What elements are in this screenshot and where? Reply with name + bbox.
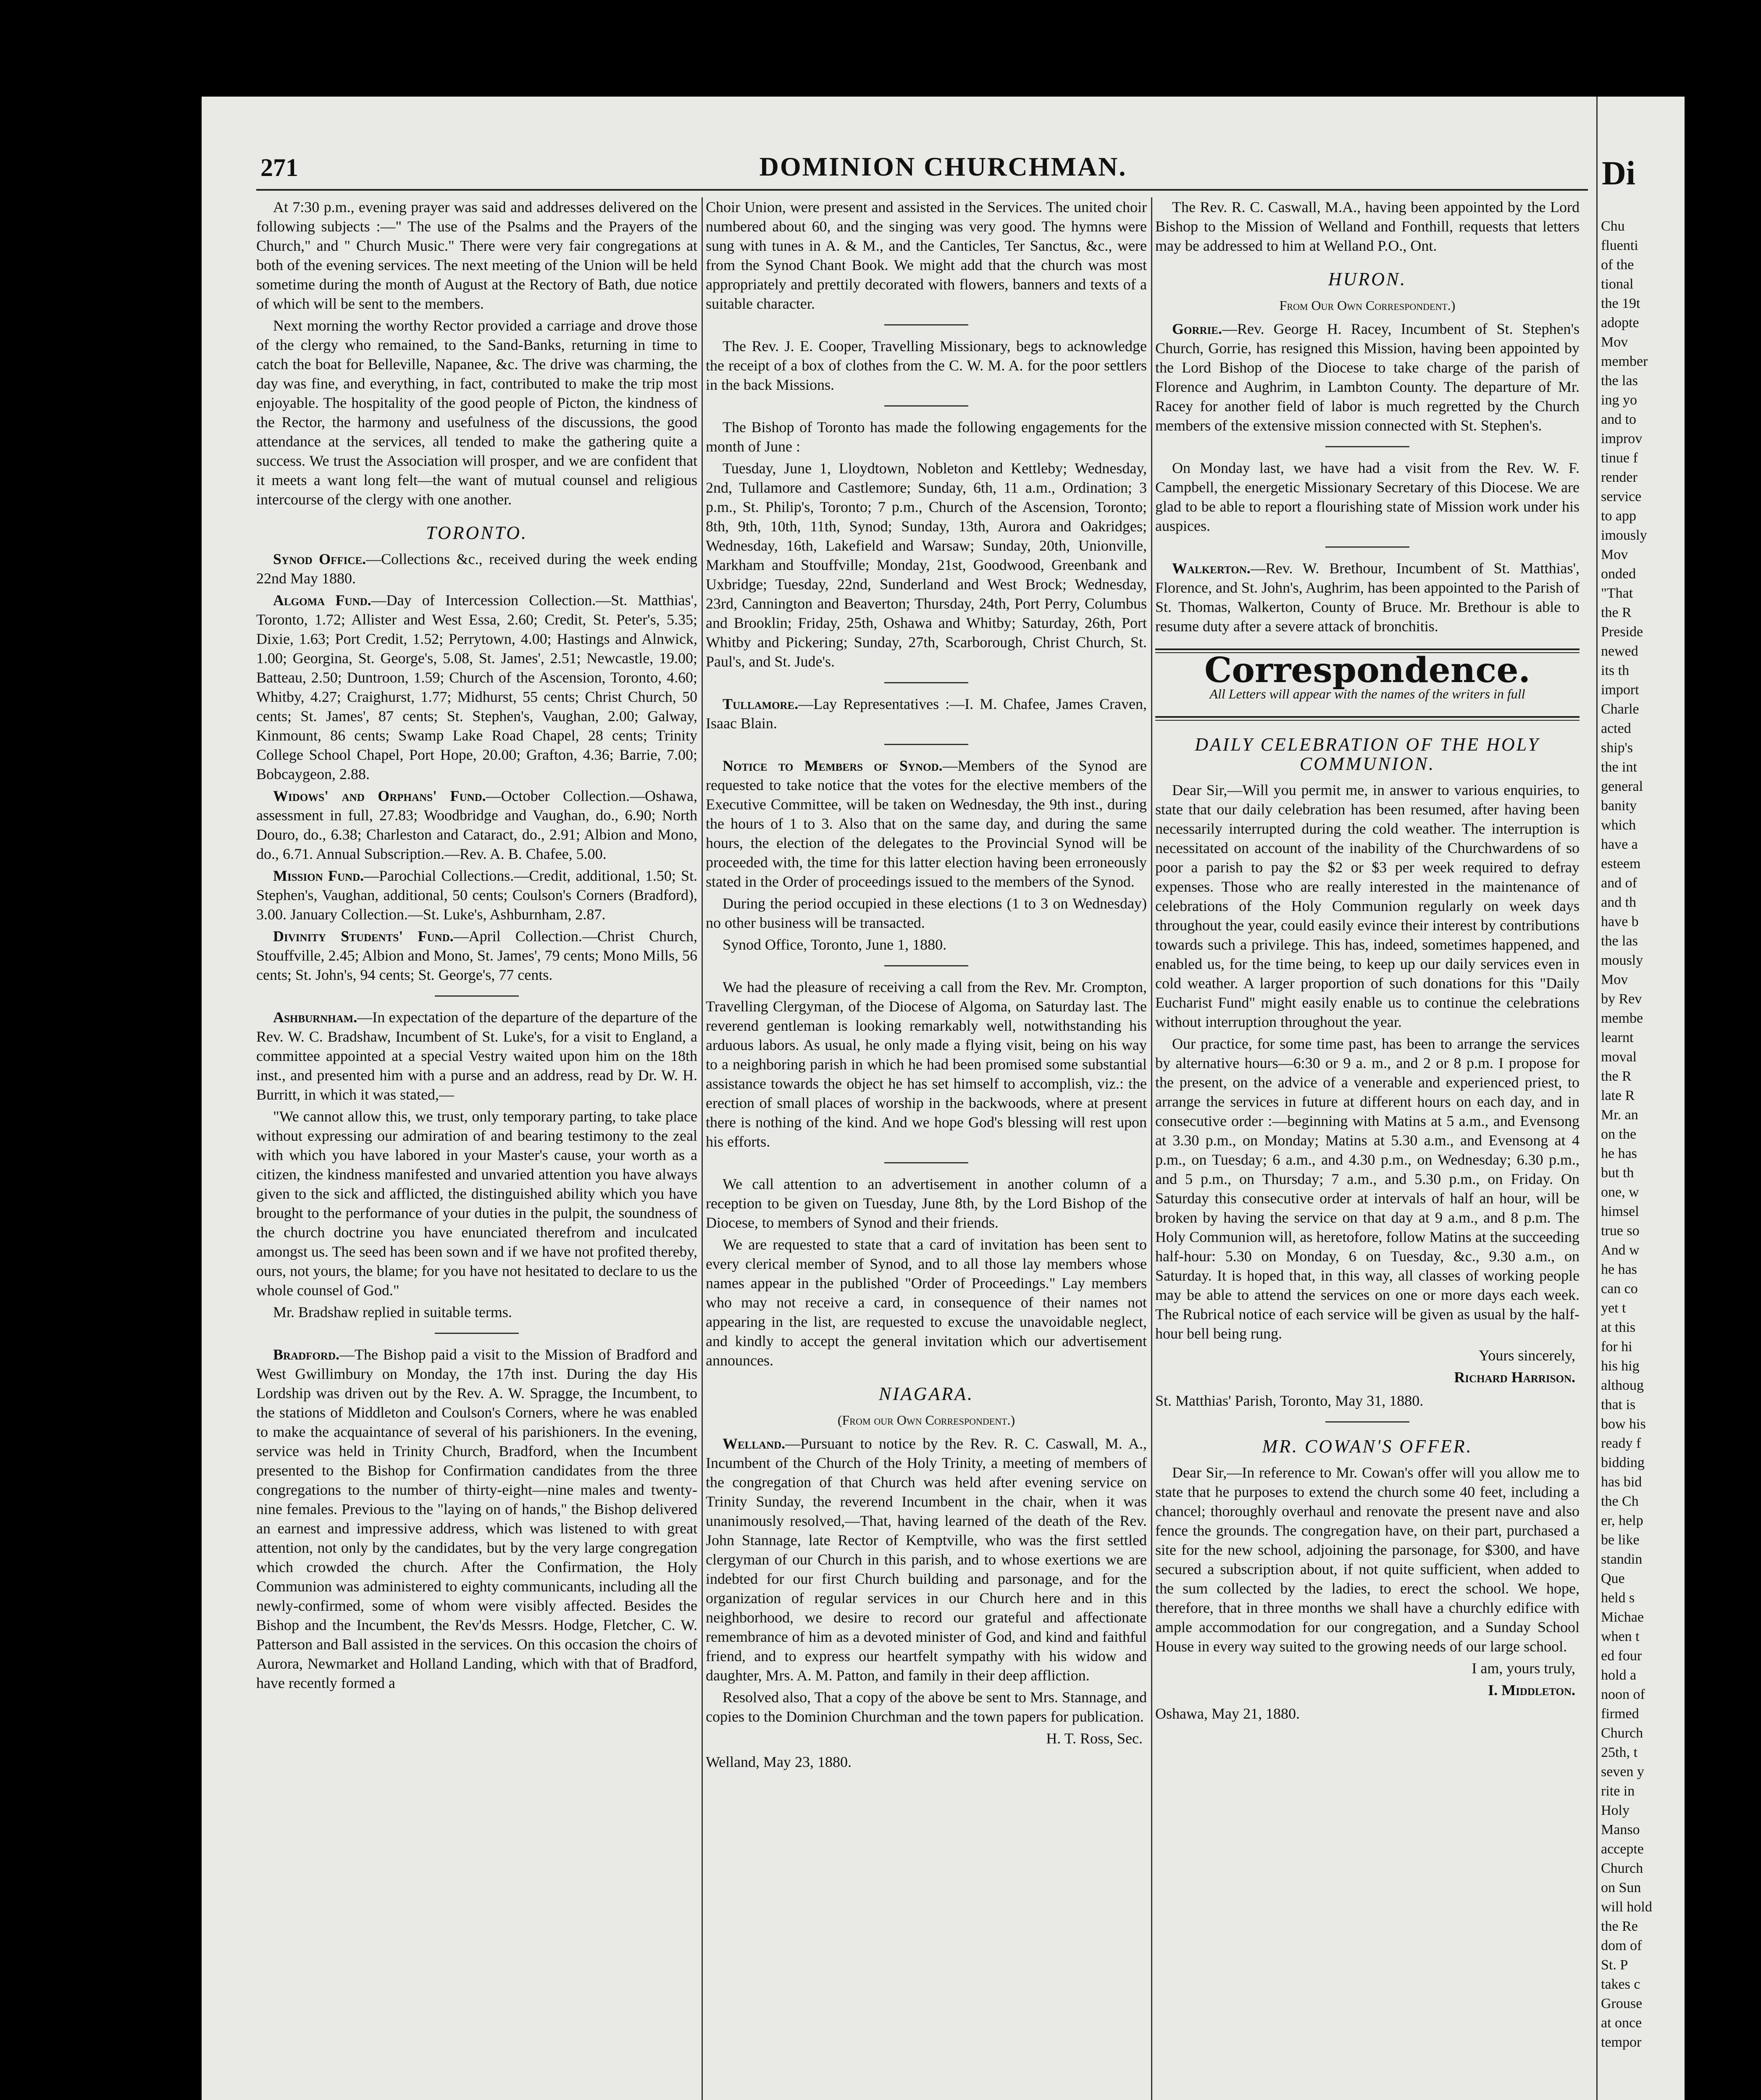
adjacent-text-fragment: takes c [1601, 1977, 1640, 1992]
adjacent-text-fragment: ready f [1601, 1436, 1641, 1451]
walkerton-item: Walkerton.—Rev. W. Brethour, Incumbent of St. Matthias', Florence, and St. John's, Aughrim, has been appointed to the Parish of St. Thomas, Walkerton, County of Bruce. Mr. Brethour is able to resume duty after a severe attack of bronchitis. [1155, 560, 1580, 635]
bishop-intro: The Bishop of Toronto has made the following engagements for the month of June : [706, 419, 1147, 455]
divinity-fund-item: Divinity Students' Fund.—April Collection.—Christ Church, Stouffville, 2.45; Albion and Mono, St. James', 79 cents; Mono Mills, 56 cents; St. John's, 94 cents; St. George's, 77 cents. [256, 928, 697, 983]
adjacent-text-fragment: esteem [1601, 856, 1641, 872]
letter-paragraph: Dear Sir,—Will you permit me, in answer to various enquiries, to state that our daily celebration has been resumed, after having been necessarily interrupted during the cold weather. The interruption is necessitated on account of the inability of the Churchwardens of so poor a parish to pay the $2 or $3 per week required to defray expenses. Those who are really interested in the maintenance of celebrations of the Holy Communion regularly on week days throughout the year, could easily evince their interest by contributions towards such a privilege. This has, indeed, sometimes happened, and enabled us, for the time being, to keep up our daily services even in cold weather. A larger proportion of such donations for this "Daily Eucharist Fund" might easily enable us to continue the celebrations without interruption throughout the year. [1155, 782, 1580, 1030]
article-paragraph: At 7:30 p.m., evening prayer was said and addresses delivered on the following subjects :—" The use of the Psalms and the Prayers of the Church," and " Church Music." There were very fair congregations at both of the evening services. The next meeting of the Union will be held sometime during the month of August at the Rectory of Bath, due notice of which will be sent to the members. [256, 199, 697, 312]
adjacent-text-fragment: its th [1601, 663, 1630, 678]
adjacent-text-fragment: Charle [1601, 701, 1639, 717]
adjacent-text-fragment: Michae [1601, 1609, 1644, 1625]
adjacent-text-fragment: ed four [1601, 1648, 1642, 1664]
letter-closing: Yours sincerely, [1479, 1347, 1575, 1364]
section-heading-huron: HURON. [1328, 269, 1407, 289]
adjacent-text-fragment: onded [1601, 566, 1636, 582]
adjacent-text-fragment: member [1601, 354, 1648, 369]
adjacent-text-fragment: tinue f [1601, 450, 1638, 466]
mission-fund-item: Mission Fund.—Parochial Collections.—Credit, additional, 1.50; St. Stephen's, Vaughan, additional, 50 cents; Coulson's Corners (Bradford), 3.00. January Collection.—St. Luke's, Ashburnham, 2.87. [256, 867, 697, 923]
adjacent-text-fragment: Church [1601, 1725, 1643, 1741]
adjacent-text-fragment: that is [1601, 1397, 1636, 1412]
adjacent-text-fragment: Grouse [1601, 1996, 1643, 2011]
section-heading-niagara: NIAGARA. [878, 1383, 974, 1404]
synod-notice-period: During the period occupied in these elections (1 to 3 on Wednesday) no other business will be transacted. [706, 895, 1147, 931]
adjacent-text-fragment: mously [1601, 953, 1643, 968]
adjacent-text-fragment: rite in [1601, 1783, 1635, 1799]
adjacent-text-fragment: held s [1601, 1590, 1635, 1606]
adjacent-text-fragment: hold a [1601, 1667, 1637, 1683]
adjacent-text-fragment: when t [1601, 1629, 1640, 1644]
adjacent-text-fragment: Manso [1601, 1822, 1640, 1838]
gorrie-item: Gorrie.—Rev. George H. Racey, Incumbent of St. Stephen's Church, Gorrie, has resigned this Mission, having been appointed by the Lord Bishop of the Diocese to take charge of the parish of Florence and Aughrim, in Lambton County. The departure of Mr. Racey for another field of labor is much regretted by the Church members of the extensive mission connected with St. Stephen's. [1155, 320, 1580, 434]
advert-item: We call attention to an advertisement in another column of a reception to be given on Tuesday, June 8th, by the Lord Bishop of the Diocese, to members of Synod and their friends. [706, 1176, 1147, 1231]
signer: H. T. Ross, Sec. [1046, 1730, 1143, 1747]
adjacent-text-fragment: althoug [1601, 1378, 1644, 1393]
adjacent-text-fragment: Mr. an [1601, 1107, 1638, 1123]
adjacent-text-fragment: learnt [1601, 1030, 1634, 1045]
page-number: 271 [260, 154, 298, 181]
address-quote: "We cannot allow this, we trust, only temporary parting, to take place without expressing our admiration of and bearing testimony to the zeal with which you have labored in your Master's cause, your worth as a citizen, the kindness manifested and unvaried attention you have always given to the sick and afflicted, the distinguished ability which you have brought to the performance of your duties in the pulpit, the soundness of the church doctrine you have enunciated therefrom and inculcated amongst us. The seed has been sown and if we have not profited thereby, ours, not yours, the blame; for you have not hesitated to declare to us the whole counsel of God." [256, 1108, 697, 1299]
newspaper-page [202, 97, 1685, 2100]
adjacent-text-fragment: he has [1601, 1146, 1637, 1161]
adjacent-text-fragment: fluenti [1601, 238, 1638, 253]
caswall-item: The Rev. R. C. Caswall, M.A., having been appointed by the Lord Bishop to the Mission of Welland and Fonthill, requests that letters may be addressed to him at Welland P.O., Ont. [1155, 199, 1580, 254]
adjacent-text-fragment: St. P [1601, 1957, 1628, 1973]
correspondence-heading: Correspondence. [1204, 650, 1531, 690]
adjacent-text-fragment: newed [1601, 643, 1638, 659]
adjacent-text-fragment: improv [1601, 431, 1643, 446]
adjacent-text-fragment: be like [1601, 1532, 1640, 1548]
letter-signer: Richard Harrison. [1454, 1369, 1575, 1386]
resolved-item: Resolved also, That a copy of the above be sent to Mrs. Stannage, and copies to the Dominion Churchman and the town papers for publication. [706, 1689, 1147, 1725]
masthead-rule [256, 189, 1588, 191]
adjacent-text-fragment: the int [1601, 759, 1637, 775]
adjacent-text-fragment: the las [1601, 373, 1638, 388]
column-3 [1155, 197, 1580, 2100]
adjacent-text-fragment: ing yo [1601, 392, 1637, 408]
divider [884, 1162, 968, 1163]
adjacent-text-fragment: on Sun [1601, 1880, 1641, 1895]
divider [884, 324, 968, 326]
divider [884, 682, 968, 683]
adjacent-text-fragment: which [1601, 817, 1636, 833]
adjacent-text-fragment: Chu [1601, 218, 1625, 234]
bishop-engagements: Tuesday, June 1, Lloydtown, Nobleton and Kettleby; Wednesday, 2nd, Tullamore and Castlemore; Sunday, 6th, 11 a.m., Ordination; 3 p.m., St. Philip's, Toronto; 7 p.m., Church of the Ascension, Toronto; 8th, 9th, 10th, 11th, Synod; Sunday, 13th, Aurora and Oakridges; Wednesday, 16th, Lakefield and Warsaw; Sunday, 20th, Unionville, Markham and Stouffville; Monday, 21st, Goodwood, Greenbank and Uxbridge; Tuesday, 22nd, Sunderland and West Brock; Wednesday, 23rd, Cannington and Beaverton; Thursday, 24th, Port Perry, Columbus and Brooklin; Friday, 25th, Oshawa and Whitby; Saturday, 26th, Port Whitby and Pickering; Sunday, 27th, Scarborough, Christ Church, St. Paul's, and St. Jude's. [706, 460, 1147, 670]
adjacent-text-fragment: will hold [1601, 1899, 1652, 1915]
divider [1325, 1421, 1409, 1423]
columns [256, 197, 1580, 2100]
adjacent-text-fragment: dom of [1601, 1938, 1642, 1953]
adjacent-text-fragment: acted [1601, 721, 1631, 736]
column-rule [702, 197, 703, 2100]
synod-notice: Notice to Members of Synod.—Members of the Synod are requested to take notice that the votes for the elective members of the Executive Committee, will be taken on Wednesday, the 9th inst., during the hours of 1 to 3. Also that on the same day, and during the same hours, the election of the delegates to the Provincial Synod will be proceeded with, the time for this latter election having been erroneously stated in the Order of proceedings issued to the members of the Synod. [706, 757, 1147, 890]
adjacent-text-fragment: at this [1601, 1320, 1636, 1335]
letter-paragraph: Our practice, for some time past, has been to arrange the services by alternative hours—6:30 or 9 a. m., and 2 or 8 p.m. I propose for the present, on the advice of a venerable and experienced priest, to arrange the services in future at different hours on each day, and in consecutive order :—beginning with Matins at 5 a.m., and Evensong at 3.30 p.m., on Monday; Matins at 5.30 a.m., and Evensong at 4 p.m., on Tuesday; 6 a.m., and 4.30 p.m., on Wednesday; 6.30 p.m., and 5 p.m., on Thursday; 7 a.m., and 5.30 p.m., on Friday. On Saturday this consecutive order at intervals of half an hour, will be broken by having the service on that day at 9 a.m., and 8 p.m. The Holy Communion will, as heretofore, follow Matins at the succeeding half-hour: 5.30 on Monday, 6 on Tuesday, &c., 9.30 a.m., on Saturday. It is hoped that, in this way, all classes of working people may be able to attend the services on one or more days each week. The Rubrical notice of each service will be given as usual by the half-hour bell being rung. [1155, 1035, 1580, 1342]
adjacent-text-fragment: for hi [1601, 1339, 1632, 1354]
adjacent-text-fragment: the 19t [1601, 296, 1640, 311]
adjacent-text-fragment: tempor [1601, 2034, 1642, 2050]
adjacent-text-fragment: Mov [1601, 334, 1628, 350]
adjacent-text-fragment: the las [1601, 933, 1638, 949]
column-1 [256, 197, 697, 2100]
adjacent-text-fragment: accepte [1601, 1841, 1644, 1857]
adjacent-text-fragment: the Ch [1601, 1494, 1639, 1509]
adjacent-text-fragment: And w [1601, 1242, 1640, 1258]
adjacent-text-fragment: late R [1601, 1088, 1635, 1103]
letter-dateline: Oshawa, May 21, 1880. [1155, 1705, 1300, 1722]
letter-signer: I. Middleton. [1488, 1682, 1575, 1698]
adjacent-text-fragments [1598, 217, 1685, 2052]
article-paragraph: Next morning the worthy Rector provided a carriage and drove those of the clergy who remained, to the Sand-Banks, returning in time to catch the boat for Belleville, Napanee, &c. The drive was charming, the day was fine, and everything, in fact, contributed to make the trip most enjoyable. The hospitality of the good people of Picton, the kindness of the Rector, the harmony and usefulness of the discussions, the good attendance at the services, all tended to make the gathering quite a success. We trust the Association will prosper, and we are confident that it meets a want long felt—the want of mutual counsel and religious intercourse of the clergy with one another. [256, 317, 697, 508]
adjacent-text-fragment: membe [1601, 1011, 1643, 1026]
adjacent-text-fragment: "That [1601, 585, 1633, 601]
adjacent-text-fragment: 25th, t [1601, 1745, 1637, 1760]
synod-office-item: Synod Office.—Collections &c., received during the week ending 22nd May 1880. [256, 551, 697, 587]
adjacent-text-fragment: have a [1601, 837, 1638, 852]
adjacent-text-fragment: firmed [1601, 1706, 1639, 1722]
letter-dateline: St. Matthias' Parish, Toronto, May 31, 1880. [1155, 1392, 1424, 1409]
algoma-fund-item: Algoma Fund.—Day of Intercession Collection.—St. Matthias', Toronto, 1.72; Allister and West Essa, 2.60; Credit, St. Peter's, 5.35; Dixie, 1.63; Port Credit, 1.52; Perrytown, 4.00; Hastings and Alnwick, 1.00; Georgina, St. George's, 5.08, St. James', 2.51; Newcastle, 19.00; Batteau, 2.50; Duntroon, 1.59; Church of the Ascension, Toronto, 4.60; Whitby, 4.27; Craighurst, 1.77; Midhurst, 55 cents; Christ Church, 50 cents; St. James', 87 cents; St. Stephen's, Vaughan, 2.00; Galway, Kinmount, 86 cents; Swamp Lake Road Chapel, 28 cents; Trinity College School Chapel, Port Hope, 20.00; Grafton, 4.36; Barrie, 7.00; Bobcaygeon, 2.88. [256, 592, 697, 782]
letter-closing: I am, yours truly, [1472, 1660, 1575, 1677]
adjacent-text-fragment: yet t [1601, 1300, 1626, 1316]
adjacent-text-fragment: standin [1601, 1551, 1643, 1567]
cards-item: We are requested to state that a card of invitation has been sent to every clerical member of Synod, and to all those lay members whose names appear in the published "Order of Proceedings." Lay members who may not receive a card, in consequence of their names not appearing in the list, are requested to excuse the unavoidable neglect, and kindly to accept the general invitation which our advertisement announces. [706, 1236, 1147, 1369]
adjacent-text-fragment: can co [1601, 1281, 1638, 1297]
adjacent-text-fragment: has bid [1601, 1474, 1642, 1490]
divider [435, 1333, 519, 1334]
divider [1325, 546, 1409, 548]
adjacent-text-fragment: his hig [1601, 1358, 1640, 1374]
divider [884, 744, 968, 745]
adjacent-text-fragment: moval [1601, 1049, 1637, 1065]
adjacent-text-fragment: Church [1601, 1861, 1643, 1876]
letter-paragraph: Dear Sir,—In reference to Mr. Cowan's offer will you allow me to state that he purposes to extend the church some 40 feet, including a chancel; thoroughly overhaul and renovate the present nave and also fence the grounds. The congregation have, on their part, purchased a site for the new school, adjoining the parsonage, for $300, and have secured a subscription about, if not quite sufficient, when added to the sum collected by the ladies, to erect the school. We hope, therefore, that in three months we shall have a churchly edifice with ample accommodation for our congregation, and a Sunday School House in every way suited to the growing needs of our large school. [1155, 1464, 1580, 1655]
adjacent-text-fragment: and to [1601, 412, 1637, 427]
correspondent-note: (From our Own Correspondent.) [837, 1412, 1015, 1428]
adjacent-text-fragment: general [1601, 779, 1643, 794]
adjacent-text-fragment: by Rev [1601, 991, 1642, 1007]
tullamore-item: Tullamore.—Lay Representatives :—I. M. Chafee, James Craven, Isaac Blain. [706, 696, 1147, 732]
adjacent-text-fragment: service [1601, 489, 1642, 504]
bradford-item: Bradford.—The Bishop paid a visit to the Mission of Bradford and West Gwillimbury on Monday, the 17th inst. During the day His Lordship was driven out by the Rev. A. W. Spragge, the Incumbent, to the stations of Middleton and Coulson's Corners, where he was enabled to make the acquaintance of several of his parishioners. In the evening, service was held in Trinity Church, Bradford, when the Incumbent presented to the Bishop for Confirmation candidates from the three congregations to the number of thirty-eight—nine males and twenty-nine females. Previous to the "laying on of hands," the Bishop delivered an earnest and impressive address, which was listened to with great attention, not only by the candidates, but by the very large congregation which crowded the church. After the Confirmation, the Holy Communion was administered to eighty communicants, including all the newly-confirmed, some of whom were visibly affected. Besides the Bishop and the Incumbent, the Rev'ds Messrs. Hodge, Fletcher, C. W. Patterson and Ball assisted in the services. On this occasion the choirs of Aurora, Newmarket and Holland Landing, which with that of Bradford, have recently formed a [256, 1346, 697, 1691]
adjacent-text-fragment: banity [1601, 798, 1637, 814]
correspondent-note: From Our Own Correspondent.) [1279, 298, 1456, 313]
divider [435, 995, 519, 997]
cooper-item: The Rev. J. E. Cooper, Travelling Missionary, begs to acknowledge the receipt of a box of clothes from the C. W. M. A. for the poor settlers in the back Missions. [706, 338, 1147, 393]
divider [884, 405, 968, 407]
adjacent-text-fragment: Mov [1601, 547, 1628, 562]
adjacent-text-fragment: Mov [1601, 972, 1628, 987]
adjacent-page-edge [1596, 97, 1685, 2100]
adjacent-text-fragment: and of [1601, 875, 1637, 891]
adjacent-text-fragment: er, help [1601, 1513, 1643, 1528]
adjacent-text-fragment: he has [1601, 1262, 1637, 1277]
adjacent-text-fragment: noon of [1601, 1687, 1645, 1702]
divider [884, 965, 968, 966]
masthead-title: DOMINION CHURCHMAN. [759, 152, 1127, 181]
adjacent-text-fragment: Preside [1601, 624, 1643, 640]
widows-fund-item: Widows' and Orphans' Fund.—October Collection.—Oshawa, assessment in full, 27.83; Woodbridge and Vaughan, do., 6.90; North Douro, do., 6.38; Charleston and Cataract, do., 2.91; Albion and Mono, do., 6.71. Annual Subscription.—Rev. A. B. Chafee, 5.00. [256, 788, 697, 862]
adjacent-text-fragment: of the [1601, 257, 1634, 273]
welland-item: Welland.—Pursuant to notice by the Rev. R. C. Caswall, M. A., Incumbent of the Church of the Holy Trinity, a meeting of members of the congregation of that Church was held after evening service on Trinity Sunday, the reverend Incumbent in the chair, when it was unanimously resolved,—That, having learned of the death of the Rev. John Stannage, late Rector of Kemptville, who was the first settled clergyman of our Church in this parish, and to whose exertions we are indebted for our first Church building and parsonage, and for the organization of regular services in our Church here and in this neighborhood, we desire to record our grateful and affectionate remembrance of him as a devoted minister of God, and kind and faithful friend, and to express our heartfelt sympathy with his widow and daughter, Mrs. A. M. Patton, and family in their deep affliction. [706, 1435, 1147, 1684]
adjacent-text-fragment: seven y [1601, 1764, 1644, 1780]
adjacent-text-fragment: the Re [1601, 1919, 1638, 1934]
ashburnham-item: Ashburnham.—In expectation of the departure of the departure of the Rev. W. C. Bradshaw, Incumbent of St. Luke's, for a visit to England, a committee appointed at a special Vestry waited upon him on the 18th inst., and presented him with a purse and an address, read by Dr. W. H. Burritt, in which it was stated,— [256, 1009, 697, 1103]
letter-heading-cowan: MR. COWAN'S OFFER. [1262, 1436, 1473, 1457]
adjacent-text-fragment: the R [1601, 605, 1632, 620]
adjacent-text-fragment: to app [1601, 508, 1637, 524]
synod-notice-dateline: Synod Office, Toronto, June 1, 1880. [723, 936, 947, 953]
article-paragraph: Choir Union, were present and assisted in the Services. The united choir numbered about 60, and the singing was very good. The hymns were sung with tunes in A. & M., and the Canticles, Ter Sanctus, &c., were from the Synod Chant Book. We might add that the church was most appropriately and prettily decorated with flowers, banners and texts of a suitable character. [706, 199, 1147, 312]
adjacent-text-fragment: Que [1601, 1571, 1625, 1586]
section-heading-toronto: TORONTO. [426, 522, 528, 543]
adjacent-text-fragment: adopte [1601, 315, 1639, 331]
adjacent-text-fragment: render [1601, 470, 1637, 485]
adjacent-text-fragment: at once [1601, 2015, 1642, 2031]
adjacent-text-fragment: bow his [1601, 1416, 1646, 1432]
adjacent-text-fragment: tional [1601, 276, 1634, 292]
adjacent-text-fragment: the R [1601, 1068, 1632, 1084]
adjacent-text-fragment: but th [1601, 1165, 1634, 1181]
adjacent-text-fragment: Holy [1601, 1803, 1630, 1818]
adjacent-text-fragment: import [1601, 682, 1639, 698]
divider [1325, 446, 1409, 447]
section-rule [1155, 716, 1580, 721]
adjacent-masthead-fragment: Di [1602, 155, 1635, 192]
adjacent-text-fragment: one, w [1601, 1184, 1639, 1200]
adjacent-text-fragment: true so [1601, 1223, 1640, 1239]
dateline: Welland, May 23, 1880. [706, 1754, 852, 1770]
scanner-register-bars [1496, 1974, 1596, 2100]
campbell-item: On Monday last, we have had a visit from the Rev. W. F. Campbell, the energetic Missionary Secretary of this Diocese. We are glad to be able to report a flourishing state of Mission work under his auspices. [1155, 459, 1580, 534]
adjacent-text-fragment: on the [1601, 1126, 1637, 1142]
adjacent-text-fragment: and th [1601, 895, 1637, 910]
adjacent-text-fragment: himsel [1601, 1204, 1639, 1219]
column-2 [706, 197, 1147, 2100]
crompton-item: We had the pleasure of receiving a call from the Rev. Mr. Crompton, Travelling Clergyman, of the Diocese of Algoma, on Saturday last. The reverend gentleman is looking remarkably well, notwithstanding his arduous labors. As usual, he only made a flying visit, being on his way to a neighboring parish in which he had been promised some substantial assistance towards the object he has set himself to accomplish, viz.: the erection of small places of worship in the backwoods, where at present there is nothing of the kind. And we hope God's blessing will rest upon his efforts. [706, 979, 1147, 1150]
reply-line: Mr. Bradshaw replied in suitable terms. [273, 1304, 512, 1320]
correspondence-note: All Letters will appear with the names of the writers in full [1209, 686, 1525, 701]
adjacent-text-fragment: imously [1601, 528, 1647, 543]
adjacent-text-fragment: have b [1601, 914, 1639, 929]
adjacent-text-fragment: ship's [1601, 740, 1633, 756]
adjacent-text-fragment: bidding [1601, 1455, 1645, 1470]
letter-heading-daily-celebration: DAILY CELEBRATION OF THE HOLY COMMUNION. [1195, 734, 1540, 774]
column-rule [1151, 197, 1152, 2100]
